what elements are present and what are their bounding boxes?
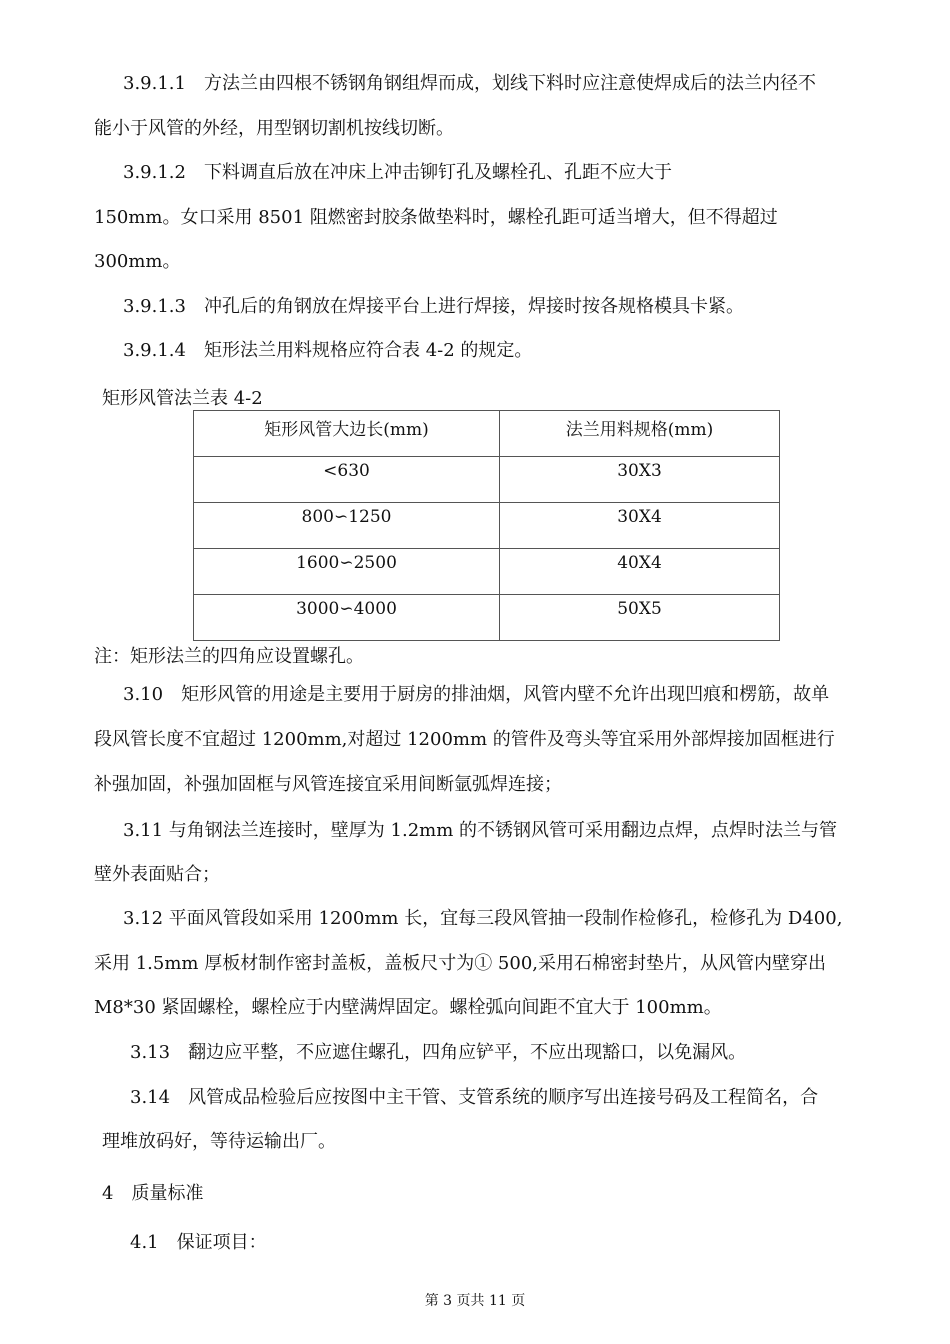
section-3-13: 3.13 翻边应平整，不应遮住螺孔，四角应铲平，不应出现豁口，以免漏风。 (130, 1042, 747, 1063)
table-cell: 30X3 (500, 457, 780, 503)
section-3-12-line-3: M8*30 紧固螺栓，螺栓应于内壁满焊固定。螺栓弧向间距不宜大于 100mm。 (94, 997, 722, 1018)
table-cell: 30X4 (500, 503, 780, 549)
table-row (194, 503, 780, 549)
paragraph-3-9-1-4: 3.9.1.4 矩形法兰用料规格应符合表 4-2 的规定。 (123, 340, 533, 361)
table-note: 注：矩形法兰的四角应设置螺孔。 (94, 646, 364, 667)
section-3-14-line-2: 理堆放码好，等待运输出厂。 (102, 1131, 336, 1152)
table-cell: <630 (194, 457, 500, 503)
table-row (194, 595, 780, 641)
table-row (194, 549, 780, 595)
section-3-12-line-2: 采用 1.5mm 厚板材制作密封盖板，盖板尺寸为① 500,采用石棉密封垫片，从风管内壁穿出 (94, 953, 827, 974)
table-caption: 矩形风管法兰表 4-2 (102, 388, 263, 409)
page-number: 第 3 页共 11 页 (424, 1293, 526, 1309)
table-cell: 40X4 (500, 549, 780, 595)
paragraph-3-9-1-2-line-3: 300mm。 (94, 251, 181, 272)
paragraph-3-9-1-1-line-2: 能小于风管的外经，用型钢切割机按线切断。 (94, 118, 454, 139)
table-cell: 3000∽4000 (194, 595, 500, 641)
section-3-10-line-2: 段风管长度不宜超过 1200mm,对超过 1200mm 的管件及弯头等宜采用外部焊接加固框进行 (94, 729, 835, 750)
flange-spec-table (193, 410, 780, 641)
table-row (194, 457, 780, 503)
section-3-12-line-1: 3.12 平面风管段如采用 1200mm 长，宜每三段风管抽一段制作检修孔，检修孔为 D400, (123, 908, 843, 929)
table-header-row (194, 411, 780, 457)
heading-4-1-guarantee-items: 4.1 保证项目： (130, 1232, 267, 1253)
table-cell: 50X5 (500, 595, 780, 641)
heading-4-quality-standard: 4 质量标准 (102, 1183, 204, 1204)
section-3-10-line-3: 补强加固，补强加固框与风管连接宜采用间断氩弧焊连接； (94, 774, 562, 795)
paragraph-3-9-1-2-line-2: 150mm。女口采用 8501 阻燃密封胶条做垫料时，螺栓孔距可适当增大，但不得超过 (94, 207, 778, 228)
paragraph-3-9-1-2-line-1: 3.9.1.2 下料调直后放在冲床上冲击铆钉孔及螺栓孔、孔距不应大于 (123, 162, 672, 183)
table-header-cell: 矩形风管大边长(mm) (194, 411, 500, 457)
section-3-11-line-1: 3.11 与角钢法兰连接时，壁厚为 1.2mm 的不锈钢风管可采用翻边点焊，点焊时法兰与管 (123, 820, 838, 841)
section-3-11-line-2: 壁外表面贴合； (94, 864, 220, 885)
section-3-10-line-1: 3.10 矩形风管的用途是主要用于厨房的排油烟，风管内壁不允许出现凹痕和楞筋，故单 (123, 684, 830, 705)
table-cell: 1600∽2500 (194, 549, 500, 595)
section-3-14-line-1: 3.14 风管成品检验后应按图中主干管、支管系统的顺序写出连接号码及工程简名，合 (130, 1087, 819, 1108)
table-header-cell: 法兰用料规格(mm) (500, 411, 780, 457)
table-cell: 800∽1250 (194, 503, 500, 549)
paragraph-3-9-1-1-line-1: 3.9.1.1 方法兰由四根不锈钢角钢组焊而成，划线下料时应注意使焊成后的法兰内径不 (123, 73, 816, 94)
paragraph-3-9-1-3: 3.9.1.3 冲孔后的角钢放在焊接平台上进行焊接，焊接时按各规格模具卡紧。 (123, 296, 744, 317)
